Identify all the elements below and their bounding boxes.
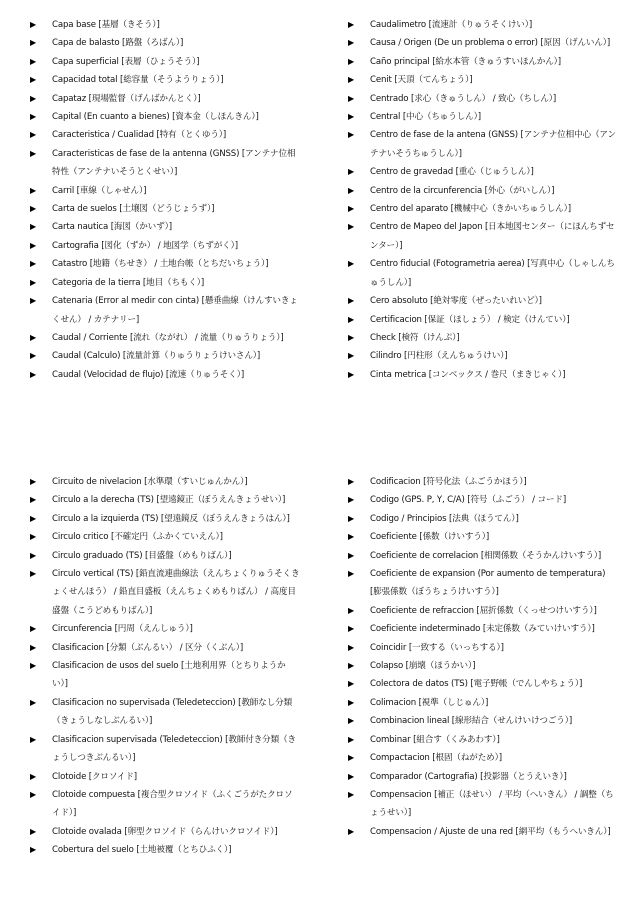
glossary-term: Clasificacion supervisada (Teledeteccion) [教師付き分類（きょうしつきぶんるい）] bbox=[52, 734, 296, 764]
triangle-bullet-icon: ▶ bbox=[30, 826, 37, 836]
glossary-entry bbox=[28, 16, 300, 34]
glossary-entry bbox=[28, 731, 300, 768]
triangle-bullet-icon: ▶ bbox=[348, 605, 355, 615]
triangle-bullet-icon: ▶ bbox=[348, 679, 355, 689]
glossary-term: Centro del aparato [機械中心（きかいちゅうしん）] bbox=[370, 204, 571, 215]
glossary-term: Caracteristicas de fase de la antenna (GNSS) [アンテナ位相特性（アンテナいそうとくせい）] bbox=[52, 148, 296, 178]
glossary-entry bbox=[28, 292, 300, 329]
triangle-bullet-icon: ▶ bbox=[30, 569, 37, 579]
glossary-term: Clasificacion no supervisada (Teledeteccion) [教師なし分類（きょうしなしぶんるい）] bbox=[52, 697, 293, 727]
glossary-term: Caudal / Corriente [流れ（ながれ） / 流量（りゅうりょう）] bbox=[52, 332, 284, 343]
column-left bbox=[28, 473, 300, 860]
triangle-bullet-icon: ▶ bbox=[348, 550, 355, 560]
glossary-entry bbox=[346, 657, 618, 675]
glossary-entry bbox=[346, 200, 618, 218]
column-right bbox=[346, 16, 618, 384]
triangle-bullet-icon: ▶ bbox=[30, 38, 37, 48]
glossary-entry bbox=[28, 565, 300, 620]
glossary-term: Circuito de nivelacion [水準環（すいじゅんかん）] bbox=[52, 477, 248, 487]
triangle-bullet-icon: ▶ bbox=[348, 222, 355, 232]
triangle-bullet-icon: ▶ bbox=[348, 532, 355, 542]
triangle-bullet-icon: ▶ bbox=[30, 771, 37, 781]
column-right bbox=[346, 473, 618, 841]
glossary-term: Compensacion [補正（ほせい） / 平均（へいきん） / 調整（ちょうせい）] bbox=[370, 789, 614, 819]
glossary-term: Capital (En cuanto a bienes) [資本金（しほんきん）] bbox=[52, 112, 259, 123]
glossary-entry bbox=[28, 145, 300, 182]
glossary-term: Clasificacion de usos del suelo [土地利用界（とちりようかい）] bbox=[52, 661, 286, 690]
glossary-term: Caño principal [給水本管（きゅうすいほんかん）] bbox=[370, 56, 561, 67]
glossary-term: Colapso [崩壊（ほうかい）] bbox=[370, 661, 476, 672]
glossary-term: Centrado [求心（きゅうしん） / 致心（ちしん）] bbox=[370, 93, 557, 104]
triangle-bullet-icon: ▶ bbox=[30, 130, 37, 140]
glossary-term: Causa / Origen (De un problema o error) [原因（げんいん）] bbox=[370, 38, 611, 49]
triangle-bullet-icon: ▶ bbox=[348, 771, 355, 781]
glossary-term: Certificacion [保証（ほしょう） / 検定（けんてい）] bbox=[370, 314, 570, 325]
glossary-term: Codificacion [符号化法（ふごうかほう）] bbox=[370, 477, 527, 487]
glossary-entry bbox=[346, 620, 618, 638]
glossary-entry bbox=[346, 163, 618, 181]
glossary-term: Coeficiente de expansion (Por aumento de temperatura) [膨張係数（ぼうちょうけいすう）] bbox=[370, 569, 606, 598]
triangle-bullet-icon: ▶ bbox=[30, 148, 37, 158]
triangle-bullet-icon: ▶ bbox=[348, 314, 355, 324]
glossary-term: Cilindro [円柱形（えんちゅうけい）] bbox=[370, 351, 508, 362]
glossary-entry bbox=[346, 347, 618, 365]
glossary-entry bbox=[28, 510, 300, 528]
glossary-term: Centro de Mapeo del Japon [日本地図センター（にほんちずセンター）] bbox=[370, 222, 615, 251]
triangle-bullet-icon: ▶ bbox=[348, 826, 355, 836]
glossary-term: Compactacion [根固（ねがため）] bbox=[370, 753, 502, 764]
glossary-term: Circulo a la derecha (TS) [望遠鏡正（ぼうえんきょうせい）] bbox=[52, 495, 286, 506]
glossary-entry bbox=[346, 329, 618, 347]
triangle-bullet-icon: ▶ bbox=[30, 277, 37, 287]
triangle-bullet-icon: ▶ bbox=[348, 513, 355, 523]
triangle-bullet-icon: ▶ bbox=[348, 697, 355, 707]
triangle-bullet-icon: ▶ bbox=[348, 185, 355, 195]
glossary-term: Centro de fase de la antena (GNSS) [アンテナ位相中心（アンテナいそうちゅうしん）] bbox=[370, 130, 616, 159]
glossary-entry bbox=[28, 366, 300, 384]
glossary-term: Carta de suelos [土壌図（どうじょうず）] bbox=[52, 204, 215, 215]
glossary-entry bbox=[346, 510, 618, 528]
glossary-term: Cobertura del suelo [土地被覆（とちひふく）] bbox=[52, 845, 232, 856]
triangle-bullet-icon: ▶ bbox=[348, 753, 355, 763]
glossary-term: Circulo graduado (TS) [目盛盤（めもりばん）] bbox=[52, 550, 232, 561]
glossary-entry bbox=[28, 473, 300, 491]
glossary-term: Coeficiente [係数（けいすう）] bbox=[370, 532, 490, 543]
glossary-entry bbox=[346, 694, 618, 712]
glossary-entry bbox=[346, 16, 618, 34]
triangle-bullet-icon: ▶ bbox=[30, 112, 37, 122]
triangle-bullet-icon: ▶ bbox=[348, 130, 355, 140]
triangle-bullet-icon: ▶ bbox=[348, 495, 355, 505]
triangle-bullet-icon: ▶ bbox=[30, 845, 37, 855]
triangle-bullet-icon: ▶ bbox=[348, 351, 355, 361]
triangle-bullet-icon: ▶ bbox=[348, 75, 355, 85]
glossary-entry bbox=[346, 311, 618, 329]
triangle-bullet-icon: ▶ bbox=[30, 222, 37, 232]
triangle-bullet-icon: ▶ bbox=[348, 38, 355, 48]
glossary-entry bbox=[346, 126, 618, 163]
glossary-entry bbox=[28, 694, 300, 731]
glossary-term: Clotoide [クロソイド] bbox=[52, 771, 137, 782]
glossary-entry bbox=[346, 731, 618, 749]
triangle-bullet-icon: ▶ bbox=[30, 332, 37, 342]
triangle-bullet-icon: ▶ bbox=[348, 716, 355, 726]
triangle-bullet-icon: ▶ bbox=[348, 204, 355, 214]
triangle-bullet-icon: ▶ bbox=[30, 697, 37, 707]
glossary-term: Coeficiente de correlacion [相関係数（そうかんけいすう）] bbox=[370, 550, 602, 561]
glossary-entry bbox=[346, 602, 618, 620]
glossary-term: Clotoide ovalada [卵型クロソイド（らんけいクロソイド）] bbox=[52, 826, 278, 837]
glossary-term: Coeficiente indeterminado [未定係数（みていけいすう）] bbox=[370, 624, 595, 635]
glossary-entry bbox=[28, 620, 300, 638]
glossary-term: Capataz [現場監督（げんばかんとく）] bbox=[52, 93, 201, 104]
triangle-bullet-icon: ▶ bbox=[30, 477, 37, 486]
triangle-bullet-icon: ▶ bbox=[30, 351, 37, 361]
triangle-bullet-icon: ▶ bbox=[348, 296, 355, 306]
triangle-bullet-icon: ▶ bbox=[348, 112, 355, 122]
triangle-bullet-icon: ▶ bbox=[348, 477, 355, 486]
glossary-entry bbox=[28, 528, 300, 546]
glossary-term: Check [検符（けんぷ）] bbox=[370, 332, 460, 343]
triangle-bullet-icon: ▶ bbox=[348, 734, 355, 744]
glossary-term: Central [中心（ちゅうしん）] bbox=[370, 112, 481, 123]
glossary-entry bbox=[28, 823, 300, 841]
glossary-term: Cero absoluto [絶対零度（ぜったいれいど）] bbox=[370, 296, 542, 307]
glossary-entry bbox=[28, 200, 300, 218]
glossary-entry bbox=[28, 126, 300, 144]
column-left bbox=[28, 16, 300, 384]
glossary-entry bbox=[28, 347, 300, 365]
glossary-entry bbox=[346, 823, 618, 841]
triangle-bullet-icon: ▶ bbox=[30, 296, 37, 306]
glossary-term: Circulo a la izquierda (TS) [望遠鏡反（ぼうえんきょうはん）] bbox=[52, 513, 290, 524]
glossary-entry bbox=[346, 768, 618, 786]
glossary-term: Catastro [地籍（ちせき） / 土地台帳（とちだいちょう）] bbox=[52, 259, 269, 270]
glossary-term: Caracteristica / Cualidad [特有（とくゆう）] bbox=[52, 130, 227, 141]
glossary-term: Coeficiente de refraccion [屈折係数（くっせつけいすう）] bbox=[370, 605, 597, 616]
glossary-term: Carril [車線（しゃせん）] bbox=[52, 185, 147, 196]
glossary-term: Codigo / Principios [法典（ほうてん）] bbox=[370, 513, 519, 524]
glossary-entry bbox=[28, 34, 300, 52]
glossary-entry bbox=[346, 675, 618, 693]
glossary-term: Cartografia [図化（ずか） / 地図学（ちずがく）] bbox=[52, 240, 238, 251]
glossary-term: Colectora de datos (TS) [電子野帳（でんしやちょう）] bbox=[370, 679, 583, 690]
glossary-term: Caudal (Calculo) [流量計算（りゅうりょうけいさん）] bbox=[52, 351, 261, 362]
glossary-entry bbox=[28, 237, 300, 255]
triangle-bullet-icon: ▶ bbox=[30, 550, 37, 560]
triangle-bullet-icon: ▶ bbox=[348, 20, 355, 29]
glossary-term: Circulo vertical (TS) [鉛直流連曲線法（えんちょくりゅうそくきょくせんほう） / 鉛直目盛板（えんちょくめもりばん） / 高度目盛盤（こうどめもりばん）] bbox=[52, 569, 300, 616]
glossary-term: Capa de balasto [路盤（ろばん）] bbox=[52, 38, 184, 49]
triangle-bullet-icon: ▶ bbox=[30, 56, 37, 66]
glossary-entry bbox=[346, 491, 618, 509]
glossary-term: Capa superficial [表層（ひょうそう）] bbox=[52, 56, 200, 67]
glossary-term: Centro de la circunferencia [外心（がいしん）] bbox=[370, 185, 555, 196]
glossary-entry bbox=[346, 639, 618, 657]
glossary-entry bbox=[28, 768, 300, 786]
glossary-entry bbox=[346, 786, 618, 823]
glossary-entry bbox=[28, 108, 300, 126]
glossary-term: Clasificacion [分類（ぶんるい） / 区分（くぶん）] bbox=[52, 642, 244, 653]
glossary-term: Catenaria (Error al medir con cinta) [懸垂曲線（けんすいきょくせん） / カテナリー] bbox=[52, 296, 298, 325]
triangle-bullet-icon: ▶ bbox=[348, 569, 355, 579]
triangle-bullet-icon: ▶ bbox=[30, 642, 37, 652]
glossary-entry bbox=[346, 182, 618, 200]
glossary-entry bbox=[346, 547, 618, 565]
glossary-entry bbox=[28, 71, 300, 89]
glossary-entry bbox=[28, 841, 300, 859]
glossary-entry bbox=[346, 292, 618, 310]
triangle-bullet-icon: ▶ bbox=[348, 259, 355, 269]
glossary-entry bbox=[28, 90, 300, 108]
triangle-bullet-icon: ▶ bbox=[30, 789, 37, 799]
glossary-entry bbox=[346, 71, 618, 89]
glossary-entry bbox=[346, 255, 618, 292]
glossary-term: Cinta metrica [コンベックス / 巻尺（まきじゃく）] bbox=[370, 369, 566, 380]
glossary-term: Clotoide compuesta [複合型クロソイド（ふくごうがたクロソイド）] bbox=[52, 789, 293, 819]
triangle-bullet-icon: ▶ bbox=[348, 332, 355, 342]
triangle-bullet-icon: ▶ bbox=[30, 204, 37, 214]
glossary-entry bbox=[28, 182, 300, 200]
triangle-bullet-icon: ▶ bbox=[30, 369, 37, 379]
glossary-entry bbox=[28, 274, 300, 292]
glossary-entry bbox=[28, 218, 300, 236]
glossary-term: Codigo (GPS. P, Y, C/A) [符号（ふごう） / コード] bbox=[370, 495, 567, 506]
glossary-entry bbox=[346, 749, 618, 767]
glossary-entry bbox=[28, 657, 300, 694]
glossary-entry bbox=[346, 366, 618, 384]
triangle-bullet-icon: ▶ bbox=[30, 532, 37, 542]
triangle-bullet-icon: ▶ bbox=[30, 93, 37, 103]
triangle-bullet-icon: ▶ bbox=[30, 20, 37, 29]
glossary-entry bbox=[346, 90, 618, 108]
triangle-bullet-icon: ▶ bbox=[348, 789, 355, 799]
glossary-entry bbox=[346, 712, 618, 730]
triangle-bullet-icon: ▶ bbox=[348, 661, 355, 671]
triangle-bullet-icon: ▶ bbox=[30, 624, 37, 634]
triangle-bullet-icon: ▶ bbox=[348, 167, 355, 177]
glossary-entry bbox=[28, 547, 300, 565]
glossary-entry bbox=[346, 108, 618, 126]
glossary-entry bbox=[28, 329, 300, 347]
triangle-bullet-icon: ▶ bbox=[30, 661, 37, 671]
glossary-term: Comparador (Cartografia) [投影器（とうえいき）] bbox=[370, 771, 567, 782]
triangle-bullet-icon: ▶ bbox=[30, 513, 37, 523]
glossary-entry bbox=[346, 473, 618, 491]
triangle-bullet-icon: ▶ bbox=[348, 93, 355, 103]
glossary-term: Circulo critico [不確定円（ふかくていえん）] bbox=[52, 532, 223, 543]
glossary-term: Carta nautica [海図（かいず）] bbox=[52, 222, 172, 233]
triangle-bullet-icon: ▶ bbox=[30, 75, 37, 85]
glossary-entry bbox=[28, 639, 300, 657]
glossary-term: Colimacion [視準（しじゅん）] bbox=[370, 697, 489, 708]
triangle-bullet-icon: ▶ bbox=[348, 369, 355, 379]
glossary-entry bbox=[28, 491, 300, 509]
glossary-entry bbox=[346, 565, 618, 602]
glossary-entry bbox=[28, 53, 300, 71]
triangle-bullet-icon: ▶ bbox=[30, 240, 37, 250]
glossary-term: Centro de gravedad [重心（じゅうしん）] bbox=[370, 167, 534, 178]
triangle-bullet-icon: ▶ bbox=[348, 56, 355, 66]
glossary-term: Circunferencia [円周（えんしゅう）] bbox=[52, 624, 193, 635]
glossary-term: Combinacion lineal [線形結合（せんけいけつごう）] bbox=[370, 716, 573, 727]
glossary-entry bbox=[346, 34, 618, 52]
glossary-entry bbox=[28, 786, 300, 823]
glossary-term: Coincidir [一致する（いっちする）] bbox=[370, 642, 504, 653]
glossary-entry bbox=[346, 218, 618, 255]
triangle-bullet-icon: ▶ bbox=[30, 185, 37, 195]
glossary-term: Categoria de la tierra [地目（ちもく）] bbox=[52, 277, 205, 288]
glossary-term: Centro fiducial (Fotogrametria aerea) [写真中心（しゃしんちゅうしん）] bbox=[370, 259, 615, 288]
glossary-term: Capa base [基層（きそう）] bbox=[52, 20, 160, 30]
glossary-entry bbox=[346, 528, 618, 546]
glossary-entry bbox=[28, 255, 300, 273]
glossary-term: Capacidad total [総容量（そうようりょう）] bbox=[52, 75, 224, 86]
triangle-bullet-icon: ▶ bbox=[30, 495, 37, 505]
glossary-entry bbox=[346, 53, 618, 71]
triangle-bullet-icon: ▶ bbox=[348, 624, 355, 634]
glossary-term: Cenit [天頂（てんちょう）] bbox=[370, 75, 473, 86]
triangle-bullet-icon: ▶ bbox=[348, 642, 355, 652]
glossary-term: Combinar [組合す（くみあわす）] bbox=[370, 734, 500, 745]
triangle-bullet-icon: ▶ bbox=[30, 259, 37, 269]
glossary-term: Caudalimetro [流速計（りゅうそくけい）] bbox=[370, 20, 533, 30]
glossary-term: Caudal (Velocidad de flujo) [流速（りゅうそく）] bbox=[52, 369, 245, 380]
triangle-bullet-icon: ▶ bbox=[30, 734, 37, 744]
glossary-term: Compensacion / Ajuste de una red [網平均（もうへいきん）] bbox=[370, 826, 611, 837]
